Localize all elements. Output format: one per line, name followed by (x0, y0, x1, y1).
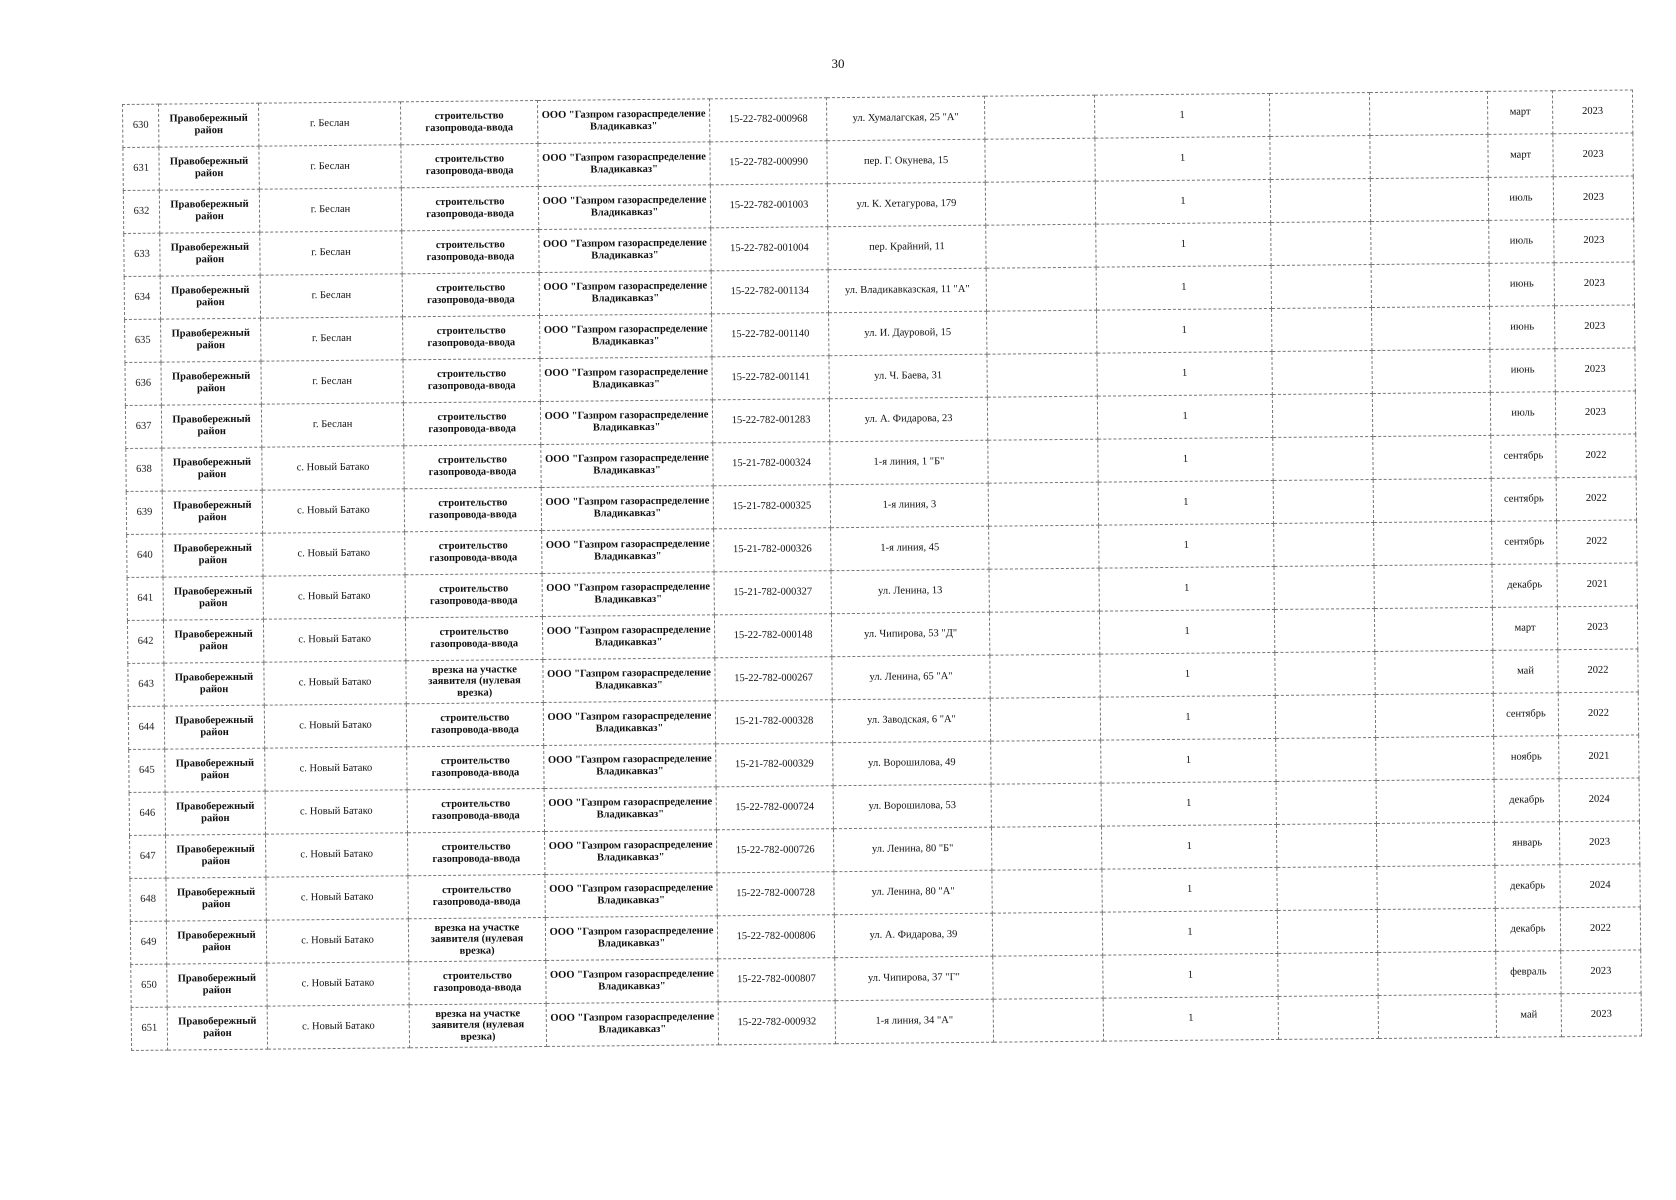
month-cell: ноябрь (1494, 736, 1559, 780)
work-type-cell: строительство газопровода-ввода (407, 745, 544, 789)
blank-cell (1376, 736, 1494, 780)
blank-cell (1276, 823, 1376, 867)
address-cell: 1-я линия, 45 (831, 526, 989, 571)
year-cell: 2023 (1561, 950, 1641, 994)
blank-cell (989, 611, 1099, 655)
year-cell: 2021 (1557, 563, 1637, 607)
blank-cell (988, 482, 1098, 526)
row-number: 650 (131, 964, 167, 1007)
work-type-cell: строительство газопровода-ввода (403, 358, 540, 402)
district-cell: Правобережный район (167, 1006, 267, 1050)
district-cell: Правобережный район (163, 533, 263, 577)
work-type-cell: строительство газопровода-ввода (402, 273, 539, 317)
blank-cell (1277, 909, 1377, 953)
organization-cell: ООО "Газпром газораспределение Владикавказ" (538, 142, 710, 187)
address-cell: 1-я линия, 1 "Б" (830, 440, 988, 485)
row-number: 651 (131, 1007, 167, 1050)
quantity-cell: 1 (1099, 566, 1274, 611)
address-cell: 1-я линия, 3 (830, 483, 988, 528)
contract-code-cell: 15-21-782-000328 (715, 700, 832, 744)
contract-code-cell: 15-22-782-001140 (712, 313, 829, 357)
blank-cell (1269, 93, 1369, 137)
work-type-cell: строительство газопровода-ввода (401, 144, 538, 188)
settlement-cell: г. Беслан (260, 274, 402, 318)
blank-cell (1276, 737, 1376, 781)
year-cell: 2023 (1555, 348, 1635, 392)
organization-cell: ООО "Газпром газораспределение Владикавказ" (543, 701, 715, 746)
organization-cell: ООО "Газпром газораспределение Владикавказ" (539, 228, 711, 273)
contract-code-cell: 15-22-782-001003 (710, 184, 827, 228)
work-type-cell: врезка на участке заявителя (нулевая врезка) (408, 917, 545, 961)
blank-cell (1375, 650, 1493, 694)
row-number: 630 (123, 104, 159, 147)
blank-cell (985, 138, 1095, 182)
organization-cell: ООО "Газпром газораспределение Владикавказ" (546, 1002, 718, 1047)
blank-cell (1271, 265, 1371, 309)
year-cell: 2022 (1558, 692, 1638, 736)
month-cell: сентябрь (1492, 521, 1557, 565)
organization-cell: ООО "Газпром газораспределение Владикавказ" (540, 357, 712, 402)
quantity-cell: 1 (1103, 953, 1278, 998)
contract-code-cell: 15-22-782-000728 (717, 872, 834, 916)
month-cell: июнь (1489, 263, 1554, 307)
address-cell: ул. А. Фидарова, 39 (834, 913, 992, 958)
settlement-cell: с. Новый Батако (263, 575, 405, 619)
quantity-cell: 1 (1099, 523, 1274, 568)
blank-cell (991, 740, 1101, 784)
row-number: 634 (124, 276, 160, 319)
month-cell: декабрь (1495, 865, 1560, 909)
organization-cell: ООО "Газпром газораспределение Владикавказ" (541, 486, 713, 531)
contract-code-cell: 15-21-782-000327 (714, 571, 831, 615)
settlement-cell: г. Беслан (261, 360, 403, 404)
quantity-cell: 1 (1101, 781, 1276, 826)
year-cell: 2023 (1552, 90, 1632, 134)
blank-cell (987, 396, 1097, 440)
month-cell: сентябрь (1491, 478, 1556, 522)
blank-cell (991, 826, 1101, 870)
contract-code-cell: 15-21-782-000326 (714, 528, 831, 572)
district-cell: Правобережный район (166, 920, 266, 964)
address-cell: ул. Ворошилова, 49 (833, 741, 991, 786)
address-cell: ул. Ленина, 13 (831, 569, 989, 614)
row-number: 647 (130, 835, 166, 878)
district-cell: Правобережный район (162, 447, 262, 491)
organization-cell: ООО "Газпром газораспределение Владикавказ" (542, 529, 714, 574)
work-type-cell: строительство газопровода-ввода (408, 874, 545, 918)
blank-cell (986, 267, 1096, 311)
month-cell: декабрь (1495, 908, 1560, 952)
district-cell: Правобережный район (159, 189, 259, 233)
month-cell: май (1493, 650, 1558, 694)
blank-cell (1378, 951, 1496, 995)
blank-cell (990, 697, 1100, 741)
quantity-cell: 1 (1099, 609, 1274, 654)
quantity-cell: 1 (1097, 394, 1272, 439)
row-number: 648 (130, 878, 166, 921)
blank-cell (990, 654, 1100, 698)
work-type-cell: строительство газопровода-ввода (408, 831, 545, 875)
settlement-cell: с. Новый Батако (267, 962, 409, 1006)
district-cell: Правобережный район (159, 103, 259, 147)
settlement-cell: г. Беслан (260, 231, 402, 275)
address-cell: ул. Чипирова, 37 "Г" (835, 956, 993, 1001)
year-cell: 2022 (1557, 520, 1637, 564)
district-cell: Правобережный район (167, 963, 267, 1007)
address-cell: ул. А. Фидарова, 23 (829, 397, 987, 442)
settlement-cell: с. Новый Батако (266, 876, 408, 920)
quantity-cell: 1 (1097, 308, 1272, 353)
quantity-cell: 1 (1100, 695, 1275, 740)
work-type-cell: врезка на участке заявителя (нулевая врезка) (409, 1003, 546, 1047)
organization-cell: ООО "Газпром газораспределение Владикавказ" (543, 658, 715, 703)
row-number: 645 (129, 749, 165, 792)
district-cell: Правобережный район (165, 791, 265, 835)
quantity-cell: 1 (1096, 265, 1271, 310)
blank-cell (1376, 779, 1494, 823)
organization-cell: ООО "Газпром газораспределение Владикавказ" (540, 314, 712, 359)
address-cell: ул. Ч. Баева, 31 (829, 354, 987, 399)
month-cell: июнь (1490, 306, 1555, 350)
row-number: 635 (125, 319, 161, 362)
blank-cell (1272, 394, 1372, 438)
settlement-cell: с. Новый Батако (262, 446, 404, 490)
blank-cell (991, 783, 1101, 827)
quantity-cell: 1 (1098, 437, 1273, 482)
year-cell: 2022 (1556, 477, 1636, 521)
blank-cell (1370, 177, 1488, 221)
blank-cell (1271, 222, 1371, 266)
quantity-cell: 1 (1098, 480, 1273, 525)
quantity-cell: 1 (1101, 738, 1276, 783)
blank-cell (1371, 263, 1489, 307)
work-type-cell: врезка на участке заявителя (нулевая врезка) (406, 659, 543, 703)
row-number: 631 (123, 147, 159, 190)
year-cell: 2023 (1559, 821, 1639, 865)
contract-code-cell: 15-22-782-000148 (714, 614, 831, 658)
blank-cell (987, 353, 1097, 397)
work-type-cell: строительство газопровода-ввода (404, 487, 541, 531)
contract-code-cell: 15-22-782-000726 (716, 829, 833, 873)
month-cell: февраль (1496, 951, 1561, 995)
year-cell: 2023 (1554, 219, 1634, 263)
settlement-cell: с. Новый Батако (263, 618, 405, 662)
district-cell: Правобережный район (164, 662, 264, 706)
contract-code-cell: 15-22-782-000932 (718, 1001, 835, 1045)
settlement-cell: с. Новый Батако (265, 747, 407, 791)
address-cell: ул. Чипирова, 53 "Д" (831, 612, 989, 657)
address-cell: ул. Ленина, 65 "А" (832, 655, 990, 700)
year-cell: 2023 (1557, 606, 1637, 650)
row-number: 644 (128, 706, 164, 749)
contract-code-cell: 15-22-782-001283 (712, 399, 829, 443)
blank-cell (989, 525, 1099, 569)
month-cell: июнь (1490, 349, 1555, 393)
contract-code-cell: 15-21-782-000324 (713, 442, 830, 486)
settlement-cell: с. Новый Батако (266, 919, 408, 963)
quantity-cell: 1 (1101, 824, 1276, 869)
address-cell: ул. Хумалагская, 25 "А" (826, 96, 984, 141)
blank-cell (993, 998, 1103, 1042)
blank-cell (1272, 308, 1372, 352)
blank-cell (1272, 351, 1372, 395)
district-cell: Правобережный район (161, 318, 261, 362)
work-type-cell: строительство газопровода-ввода (405, 573, 542, 617)
address-cell: ул. К. Хетагурова, 179 (827, 182, 985, 227)
contract-code-cell: 15-22-782-001141 (712, 356, 829, 400)
year-cell: 2022 (1558, 649, 1638, 693)
settlement-cell: г. Беслан (261, 403, 403, 447)
month-cell: сентябрь (1491, 435, 1556, 479)
blank-cell (1372, 306, 1490, 350)
registry-rows (123, 90, 1642, 1050)
blank-cell (1278, 995, 1378, 1039)
district-cell: Правобережный район (164, 705, 264, 749)
address-cell: пер. Крайний, 11 (828, 225, 986, 270)
organization-cell: ООО "Газпром газораспределение Владикавказ" (542, 615, 714, 660)
month-cell: май (1496, 994, 1561, 1038)
organization-cell: ООО "Газпром газораспределение Владикавказ" (538, 185, 710, 230)
blank-cell (1376, 822, 1494, 866)
year-cell: 2023 (1553, 176, 1633, 220)
row-number: 646 (129, 792, 165, 835)
registry-table (122, 89, 1642, 1050)
quantity-cell: 1 (1094, 93, 1269, 138)
row-number: 640 (127, 534, 163, 577)
blank-cell (1274, 609, 1374, 653)
organization-cell: ООО "Газпром газораспределение Владикавказ" (545, 830, 717, 875)
address-cell: ул. Владикавказская, 11 "А" (828, 268, 986, 313)
quantity-cell: 1 (1096, 222, 1271, 267)
row-number: 636 (125, 362, 161, 405)
district-cell: Правобережный район (163, 576, 263, 620)
page-number: 30 (831, 56, 845, 71)
blank-cell (985, 181, 1095, 225)
blank-cell (1372, 392, 1490, 436)
district-cell: Правобережный район (159, 146, 259, 190)
month-cell: июль (1489, 220, 1554, 264)
work-type-cell: строительство газопровода-ввода (403, 401, 540, 445)
organization-cell: ООО "Газпром газораспределение Владикавказ" (537, 99, 709, 144)
organization-cell: ООО "Газпром газораспределение Владикавказ" (542, 572, 714, 617)
month-cell: март (1492, 607, 1557, 651)
contract-code-cell: 15-22-782-000267 (715, 657, 832, 701)
row-number: 649 (130, 921, 166, 964)
blank-cell (1370, 134, 1488, 178)
blank-cell (1373, 435, 1491, 479)
year-cell: 2021 (1559, 735, 1639, 779)
settlement-cell: г. Беслан (261, 317, 403, 361)
blank-cell (1270, 136, 1370, 180)
blank-cell (1377, 865, 1495, 909)
work-type-cell: строительство газопровода-ввода (401, 187, 538, 231)
month-cell: декабрь (1492, 564, 1557, 608)
contract-code-cell: 15-22-782-000990 (710, 141, 827, 185)
organization-cell: ООО "Газпром газораспределение Владикавказ" (545, 873, 717, 918)
blank-cell (1374, 607, 1492, 651)
quantity-cell: 1 (1095, 136, 1270, 181)
blank-cell (1276, 780, 1376, 824)
quantity-cell: 1 (1100, 652, 1275, 697)
district-cell: Правобережный район (165, 748, 265, 792)
work-type-cell: строительство газопровода-ввода (404, 444, 541, 488)
work-type-cell: строительство газопровода-ввода (406, 702, 543, 746)
address-cell: 1-я линия, 34 "А" (835, 999, 993, 1044)
settlement-cell: с. Новый Батако (266, 833, 408, 877)
settlement-cell: с. Новый Батако (262, 489, 404, 533)
district-cell: Правобережный район (160, 275, 260, 319)
district-cell: Правобережный район (166, 834, 266, 878)
year-cell: 2023 (1555, 391, 1635, 435)
row-number: 642 (127, 620, 163, 663)
row-number: 632 (123, 190, 159, 233)
organization-cell: ООО "Газпром газораспределение Владикавказ" (540, 400, 712, 445)
district-cell: Правобережный район (162, 490, 262, 534)
quantity-cell: 1 (1103, 996, 1278, 1041)
contract-code-cell: 15-21-782-000329 (716, 743, 833, 787)
year-cell: 2024 (1559, 778, 1639, 822)
row-number: 639 (126, 491, 162, 534)
address-cell: ул. Ворошилова, 53 (833, 784, 991, 829)
quantity-cell: 1 (1095, 179, 1270, 224)
row-number: 643 (128, 663, 164, 706)
year-cell: 2023 (1554, 262, 1634, 306)
year-cell: 2023 (1561, 993, 1641, 1037)
settlement-cell: с. Новый Батако (264, 661, 406, 705)
district-cell: Правобережный район (160, 232, 260, 276)
blank-cell (1277, 866, 1377, 910)
work-type-cell: строительство газопровода-ввода (405, 530, 542, 574)
settlement-cell: с. Новый Батако (267, 1005, 409, 1049)
month-cell: июль (1488, 177, 1553, 221)
organization-cell: ООО "Газпром газораспределение Владикавказ" (546, 959, 718, 1004)
district-cell: Правобережный район (161, 404, 261, 448)
row-number: 633 (124, 233, 160, 276)
address-cell: пер. Г. Окунева, 15 (827, 139, 985, 184)
organization-cell: ООО "Газпром газораспределение Владикавказ" (544, 787, 716, 832)
blank-cell (1274, 523, 1374, 567)
quantity-cell: 1 (1102, 910, 1277, 955)
work-type-cell: строительство газопровода-ввода (407, 788, 544, 832)
year-cell: 2023 (1553, 133, 1633, 177)
settlement-cell: г. Беслан (259, 145, 401, 189)
work-type-cell: строительство газопровода-ввода (405, 616, 542, 660)
blank-cell (1371, 220, 1489, 264)
month-cell: июль (1490, 392, 1555, 436)
work-type-cell: строительство газопровода-ввода (403, 316, 540, 360)
registry-sheet (122, 90, 1612, 1050)
year-cell: 2022 (1560, 907, 1640, 951)
contract-code-cell: 15-22-782-001134 (711, 270, 828, 314)
blank-cell (993, 955, 1103, 999)
settlement-cell: с. Новый Батако (264, 704, 406, 748)
year-cell: 2022 (1556, 434, 1636, 478)
blank-cell (1275, 651, 1375, 695)
address-cell: ул. И. Дауровой, 15 (829, 311, 987, 356)
year-cell: 2024 (1560, 864, 1640, 908)
contract-code-cell: 15-22-782-000724 (716, 786, 833, 830)
blank-cell (1374, 564, 1492, 608)
month-cell: март (1487, 91, 1552, 135)
blank-cell (1378, 994, 1496, 1038)
row-number: 641 (127, 577, 163, 620)
month-cell: сентябрь (1493, 693, 1558, 737)
settlement-cell: с. Новый Батако (265, 790, 407, 834)
blank-cell (986, 224, 1096, 268)
year-cell: 2023 (1555, 305, 1635, 349)
work-type-cell: строительство газопровода-ввода (400, 101, 537, 145)
blank-cell (1278, 952, 1378, 996)
blank-cell (1275, 694, 1375, 738)
blank-cell (1377, 908, 1495, 952)
blank-cell (992, 869, 1102, 913)
address-cell: ул. Заводская, 6 "А" (832, 698, 990, 743)
organization-cell: ООО "Газпром газораспределение Владикавказ" (545, 916, 717, 961)
organization-cell: ООО "Газпром газораспределение Владикавказ" (539, 271, 711, 316)
work-type-cell: строительство газопровода-ввода (409, 960, 546, 1004)
district-cell: Правобережный район (163, 619, 263, 663)
district-cell: Правобережный район (161, 361, 261, 405)
quantity-cell: 1 (1097, 351, 1272, 396)
blank-cell (989, 568, 1099, 612)
blank-cell (1375, 693, 1493, 737)
contract-code-cell: 15-21-782-000325 (713, 485, 830, 529)
month-cell: январь (1494, 822, 1559, 866)
blank-cell (1369, 91, 1487, 135)
settlement-cell: г. Беслан (259, 188, 401, 232)
blank-cell (1372, 349, 1490, 393)
work-type-cell: строительство газопровода-ввода (402, 230, 539, 274)
contract-code-cell: 15-22-782-000807 (718, 958, 835, 1002)
contract-code-cell: 15-22-782-001004 (711, 227, 828, 271)
organization-cell: ООО "Газпром газораспределение Владикавказ" (544, 744, 716, 789)
settlement-cell: г. Беслан (258, 102, 400, 146)
district-cell: Правобережный район (166, 877, 266, 921)
blank-cell (992, 912, 1102, 956)
address-cell: ул. Ленина, 80 "А" (834, 870, 992, 915)
contract-code-cell: 15-22-782-000968 (709, 98, 826, 142)
blank-cell (1274, 566, 1374, 610)
quantity-cell: 1 (1102, 867, 1277, 912)
blank-cell (1374, 521, 1492, 565)
blank-cell (988, 439, 1098, 483)
blank-cell (987, 310, 1097, 354)
month-cell: март (1488, 134, 1553, 178)
blank-cell (984, 95, 1094, 139)
blank-cell (1373, 478, 1491, 522)
settlement-cell: с. Новый Батако (263, 532, 405, 576)
month-cell: декабрь (1494, 779, 1559, 823)
organization-cell: ООО "Газпром газораспределение Владикавказ" (541, 443, 713, 488)
blank-cell (1273, 437, 1373, 481)
blank-cell (1273, 480, 1373, 524)
blank-cell (1270, 179, 1370, 223)
row-number: 638 (126, 448, 162, 491)
contract-code-cell: 15-22-782-000806 (717, 915, 834, 959)
row-number: 637 (125, 405, 161, 448)
address-cell: ул. Ленина, 80 "Б" (833, 827, 991, 872)
